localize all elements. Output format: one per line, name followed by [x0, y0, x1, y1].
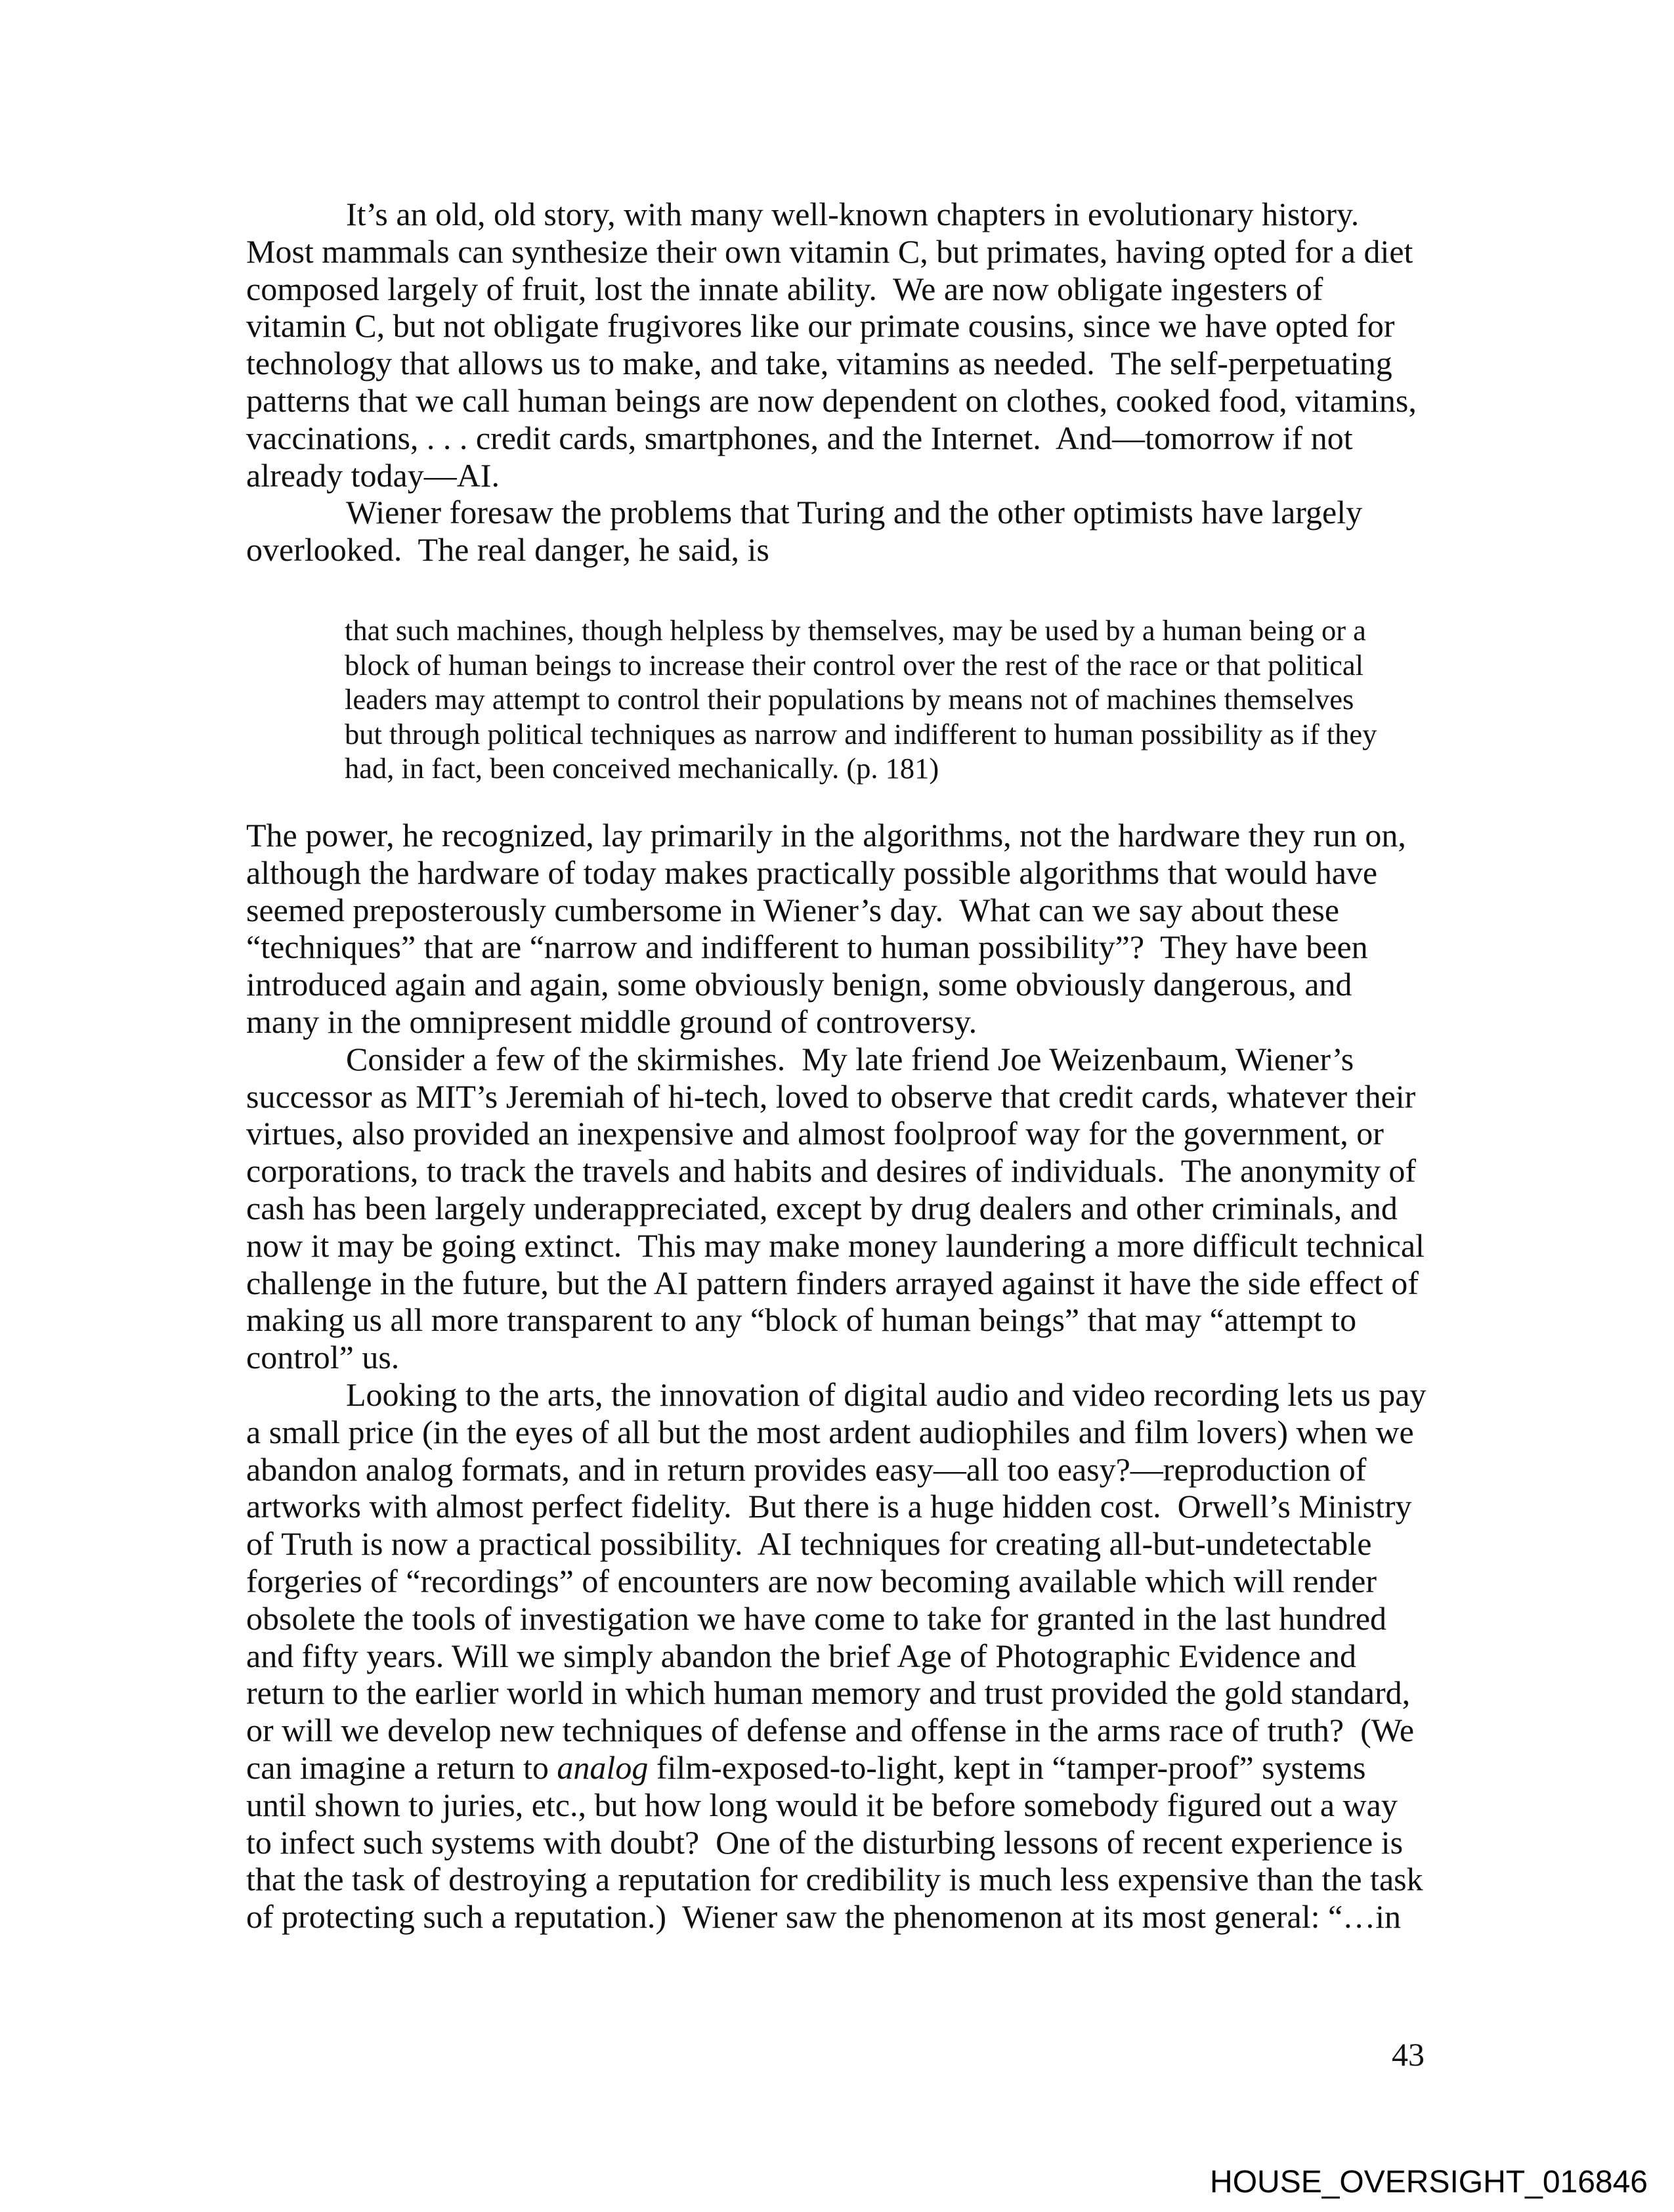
- text-line: patterns that we call human beings are now dependent on clothes, cooked food, vitamins,: [246, 381, 1417, 419]
- text-line: that the task of destroying a reputation for credibility is much less expensive than the task: [246, 1861, 1423, 1898]
- text-line: technology that allows us to make, and take, vitamins as needed. The self-perpetuating: [246, 345, 1392, 382]
- body-text-block-2: [246, 817, 1428, 1936]
- text-line: “techniques” that are “narrow and indifferent to human possibility”? They have been: [246, 928, 1368, 966]
- text-line: vitamin C, but not obligate frugivores like our primate cousins, since we have opted for: [246, 307, 1395, 345]
- text-line: vaccinations, . . . credit cards, smartphones, and the Internet. And—tomorrow if not: [246, 419, 1353, 456]
- text-line-with-italic: [246, 1749, 1428, 1787]
- text-line: Wiener foresaw the problems that Turing and the other optimists have largely: [346, 494, 1363, 531]
- quote-line: but through political techniques as narrow and indifferent to human possibility as if they: [345, 717, 1377, 750]
- text-line: The power, he recognized, lay primarily in the algorithms, not the hardware they run on,: [246, 817, 1406, 854]
- text-line: challenge in the future, but the AI pattern finders arrayed against it have the side effect of: [246, 1264, 1419, 1301]
- text-line: making us all more transparent to any “block of human beings” that may “attempt to: [246, 1301, 1357, 1339]
- text-line: obsolete the tools of investigation we have come to take for granted in the last hundred: [246, 1599, 1387, 1637]
- text-line: artworks with almost perfect fidelity. But there is a huge hidden cost. Orwell’s Ministry: [246, 1488, 1412, 1525]
- text-line: cash has been largely underappreciated, except by drug dealers and other criminals, and: [246, 1189, 1398, 1226]
- body-text-block-1: [246, 196, 1428, 569]
- text-line: until shown to juries, etc., but how long would it be before somebody figured out a way: [246, 1786, 1398, 1823]
- page-number: 43: [1392, 2036, 1425, 2073]
- text-line: return to the earlier world in which human memory and trust provided the gold standard,: [246, 1674, 1411, 1712]
- text-line: virtues, also provided an inexpensive and almost foolproof way for the government, or: [246, 1115, 1384, 1152]
- text-line: of protecting such a reputation.) Wiener saw the phenomenon at its most general: “…in: [246, 1898, 1402, 1936]
- text-line: successor as MIT’s Jeremiah of hi-tech, loved to observe that credit cards, whatever their: [246, 1077, 1416, 1115]
- text-line: although the hardware of today makes practically possible algorithms that would have: [246, 854, 1378, 891]
- italic-word: analog: [557, 1748, 649, 1786]
- bates-stamp: HOUSE_OVERSIGHT_016846: [1210, 2165, 1648, 2200]
- text-line: to infect such systems with doubt? One of the disturbing lessons of recent experience is: [246, 1823, 1404, 1861]
- text-line: forgeries of “recordings” of encounters are now becoming available which will render: [246, 1562, 1377, 1599]
- text-segment: film-exposed-to-light, kept in “tamper-proof” systems: [648, 1748, 1366, 1786]
- text-line: Looking to the arts, the innovation of digital audio and video recording lets us pay: [346, 1376, 1427, 1413]
- quote-line: leaders may attempt to control their populations by means not of machines themselves: [345, 683, 1354, 716]
- text-line: of Truth is now a practical possibility. AI techniques for creating all-but-undetectable: [246, 1525, 1372, 1563]
- text-line: control” us.: [246, 1339, 400, 1376]
- text-line: now it may be going extinct. This may make money laundering a more difficult technical: [246, 1226, 1425, 1264]
- text-line: many in the omnipresent middle ground of controversy.: [246, 1003, 977, 1040]
- quote-line: had, in fact, been conceived mechanically. (p. 181): [345, 752, 939, 785]
- text-line: introduced again and again, some obviously benign, some obviously dangerous, and: [246, 966, 1352, 1003]
- text-line: abandon analog formats, and in return provides easy—all too easy?—reproduction of: [246, 1450, 1367, 1488]
- text-line: and fifty years. Will we simply abandon the brief Age of Photographic Evidence and: [246, 1637, 1357, 1674]
- text-line: or will we develop new techniques of defense and offense in the arms race of truth? (We: [246, 1712, 1415, 1749]
- quote-line: block of human beings to increase their control over the rest of the race or that political: [345, 648, 1364, 682]
- text-line: It’s an old, old story, with many well-known chapters in evolutionary history.: [346, 196, 1360, 232]
- text-line: composed largely of fruit, lost the innate ability. We are now obligate ingesters of: [246, 270, 1323, 307]
- text-segment: can imagine a return to: [246, 1748, 557, 1786]
- text-line: Most mammals can synthesize their own vitamin C, but primates, having opted for a diet: [246, 232, 1413, 270]
- text-line: Consider a few of the skirmishes. My late friend Joe Weizenbaum, Wiener’s: [346, 1040, 1354, 1077]
- quote-line: that such machines, though helpless by themselves, may be used by a human being or a: [345, 614, 1366, 647]
- text-line: seemed preposterously cumbersome in Wiener’s day. What can we say about these: [246, 891, 1340, 928]
- text-line: overlooked. The real danger, he said, is: [246, 531, 769, 569]
- block-quote: [345, 613, 1421, 786]
- text-line: corporations, to track the travels and habits and desires of individuals. The anonymity of: [246, 1152, 1416, 1190]
- text-line: already today—AI.: [246, 456, 500, 494]
- text-line: a small price (in the eyes of all but the most ardent audiophiles and film lovers) when we: [246, 1413, 1414, 1450]
